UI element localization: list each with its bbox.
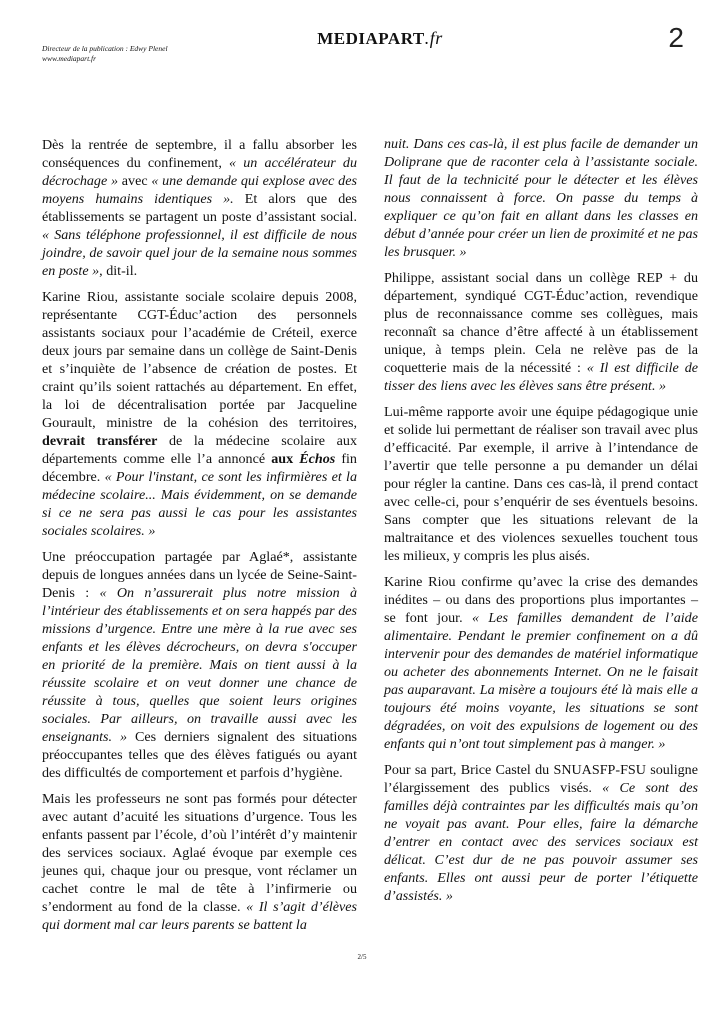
paragraph [42,790,357,934]
text-run: Et alors que des établissements se partagent un poste d’assistant social. [42,191,358,225]
page-number: 2 [668,22,684,53]
text-run: Pour sa part, Brice Castel du SNUASFP-FSU souligne l’élargissement des publics visés. [384,762,698,796]
text-run: Karine Riou, assistante sociale scolaire depuis 2008, représentante CGT-Éduc’action des personnels assistants sociaux pour l’académie de Créteil, exerce deux jours par semaine dans un collège de Saint-Denis et s’inquiète de l’absence de création de postes. Et craint qu’ils soient rattachés au département. En effet, la loi de décentralisation portée par Jacqueline Gourault, ministre de la cohésion des territoires, [42,289,357,431]
paragraph [42,288,357,540]
paragraph: nuit. Dans ces cas-là, il est plus facile de demander un Doliprane que de raconter cela à l’assistante sociale. Il faut de la technicité pour le détecter et les élèves nous connaissent à force. On passe du temps à expliquer ce qu’on fait en allant dans les classes en début d’année pour créer un lien de proximité et ne pas les brusquer. » [384,136,698,260]
text-run: , dit-il. [99,263,138,279]
link-aux-echos[interactable] [271,451,335,467]
logo-suffix: .fr [424,28,443,48]
quote: « un accélérateur du décrochage » [42,155,357,189]
quote: « Il s’agit d’élèves qui dorment mal car leurs parents se battent la [42,899,357,933]
quote: « Ce sont des familles déjà contraintes par les difficultés mais qu’on ne voyait pas avant. Pour elles, faire la démarche d’entrer en contact avec des services sociaux est délicat. C’est dur de ne pas pouvoir assumer ses enfants. Elles ont aussi peur de porter l’étiquette d’assistés. » [384,780,698,904]
paragraph [42,548,357,782]
logo-main: MEDIAPART [317,29,425,48]
paragraph [384,761,698,905]
paragraph [384,269,698,395]
link-text-italic: Échos [299,451,336,467]
quote: « On n’assurerait plus notre mission à l’intérieur des établissements et on sera happés par des missions d’urgence. Entre une mère à la rue avec ses enfants et les élèves décrocheurs, on devra s'occuper en priorité de la première. Mais on tient aussi à la réussite scolaire et on veut donner une chance de réussite à tous, quelles que soient leurs origines sociales. Par ailleurs, on travaille aussi avec les enseignants. » [42,585,358,745]
paragraph: Lui-même rapporte avoir une équipe pédagogique unie et solide lui permettant de réaliser son travail avec plus d’efficacité. Par exemple, il arrive à l’intendance de l’avertir que telle personne a pu demander un délai pour régler la cantine. Dans ces cas-là, il prend contact avec celle-ci, pour s’enquérir de ses éventuels besoins. Sans compter que les situations relevant de la maltraitance et des violences sexuelles touchent tous les milieux, y compris les plus aisés. [384,404,698,564]
text-run: Une préoccupation partagée par Aglaé*, assistante depuis de longues années dans un lycée de Seine-Saint-Denis : [42,549,357,601]
text-run: de la médecine scolaire aux départements comme elle l’a annoncé [42,433,357,467]
text-run: Philippe, assistant social dans un collège REP + du département, syndiqué CGT-Éduc’action, revendique plus de reconnaissance comme ses collègues, mais reconnaît sa chance d’être affecté à un établissement unique, à temps plein. Cela ne relève pas de la coquetterie mais de la nécessité : [384,270,698,376]
paragraph [384,573,698,753]
link-devrait-transferer[interactable]: devrait transférer [42,433,158,449]
article-column-left [42,136,357,942]
mediapart-logo [290,28,470,49]
quote: « Sans téléphone professionnel, il est difficile de nous joindre, de savoir quel jour de la semaine nous sommes en poste » [42,227,357,279]
quote: « une demande qui explose avec des moyens humains identiques ». [42,173,357,207]
text-run: avec [118,173,152,189]
link-text: aux [271,451,300,467]
text-run: Dès la rentrée de septembre, il a fallu absorber les conséquences du confinement, [42,137,357,171]
paragraph [42,136,357,280]
publication-info [42,44,168,64]
director-line: Directeur de la publication : Edwy Plenel [42,44,168,53]
article-column-right [384,135,698,913]
text-run: Ces derniers signalent des situations préoccupantes telles que des élèves fatigués ou ayant des difficultés de comportement et parfois d’hygiène. [42,729,357,781]
quote: « Les familles demandent de l’aide alimentaire. Pendant le premier confinement on a dû intervenir pour des demandes de matériel informatique ou acheter des abonnements Internet. On ne le faisait pas auparavant. La misère a toujours été là mais elle a toujours été moins voyante, les situations se sont dégradées, on voit des expulsions de logement ou des enfants qui n’ont tout simplement pas à manger. » [384,610,698,752]
quote: « Pour l'instant, ce sont les infirmières et la médecine scolaire... Mais évidemment, on se demande si ce ne sera pas aussi le cas pour les assistantes sociales scolaires. » [42,469,357,539]
site-url: www.mediapart.fr [42,54,97,63]
page-footer-count: 2/5 [357,953,367,961]
text-run: fin décembre. [42,451,357,485]
text-run: Mais les professeurs ne sont pas formés pour détecter avec autant d’acuité les situations d’urgence. Tous les enfants passent par l’école, d’où l’intérêt d’y maintenir des services sociaux. Aglaé évoque par exemple ces jeunes qui, chaque jour ou presque, vont réclamer un cachet contre le mal de tête à l’infirmerie ou s’endorment au fond de la classe. [42,791,357,915]
quote: « Il est difficile de tisser des liens avec les élèves sans être présent. » [384,360,699,394]
text-run: Karine Riou confirme qu’avec la crise des demandes inédites – ou dans des proportions plus importantes – se font jour. [384,574,698,626]
